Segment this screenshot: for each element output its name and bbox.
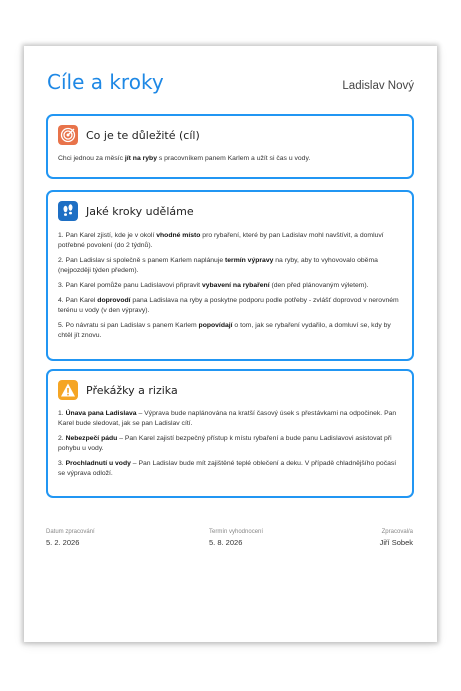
step-item: 2. Pan Ladislav si společně s panem Karlem naplánuje termín výpravy na ryby, aby to vyhovovalo oběma (nejpozději týden předem). (58, 257, 378, 274)
processed-date: 5. 2. 2026 (46, 538, 80, 547)
risks-list (58, 409, 404, 484)
review-date: 5. 8. 2026 (209, 538, 243, 547)
goal-text-part: Chci jednou za měsíc (58, 155, 125, 162)
warning-icon (58, 380, 78, 400)
author-label: Zpracoval/a (381, 529, 413, 535)
risks-card (46, 369, 414, 498)
step-item: 5. Po návratu si pan Ladislav s panem Karlem popovídají o tom, jak se rybaření vydařilo, a domluví se, kdy by chtěl jít znovu. (58, 322, 391, 339)
risks-card-header (58, 380, 178, 400)
goal-text-part: s pracovníkem panem Karlem a užít si čas u vody. (156, 155, 311, 162)
steps-card-header (58, 201, 194, 221)
footer-review (209, 529, 263, 547)
goal-card (46, 114, 414, 179)
steps-card (46, 190, 414, 361)
author-name: Ladislav Nový (342, 80, 414, 92)
goal-card-title: Co je te důležité (cíl) (86, 128, 200, 142)
target-icon (58, 125, 78, 145)
review-label: Termín vyhodnocení (209, 529, 264, 535)
footer-author (380, 529, 413, 547)
author-value: Jiří Sobek (379, 538, 413, 547)
steps-list (58, 231, 404, 346)
footprints-icon (58, 201, 78, 221)
goal-text (58, 154, 404, 164)
risks-card-title: Překážky a rizika (86, 383, 178, 397)
steps-card-title: Jaké kroky uděláme (86, 204, 194, 218)
footer-processed (46, 529, 95, 547)
step-item: 1. Pan Karel zjistí, kde je v okolí vhodné místo pro rybaření, které by pan Ladislav mohl navštívit, a domluví potřebné povolení (do 2 týdnů). (58, 232, 384, 249)
page-title: Cíle a kroky (47, 70, 164, 94)
step-item: 3. Pan Karel pomůže panu Ladislavovi připravit vybavení na rybaření (den před plánovaným výletem). (58, 282, 369, 289)
risk-item: 2. Nebezpečí pádu – Pan Karel zajistí bezpečný přístup k místu rybaření a bude panu Ladislavovi asistovat při pohybu u vody. (58, 435, 392, 452)
step-item: 4. Pan Karel doprovodí pana Ladislava na ryby a poskytne podporu podle potřeby - zvlášť doprovod v nerovném terénu u vody (v den výpravy). (58, 297, 399, 314)
risk-item: 1. Únava pana Ladislava – Výprava bude naplánována na kratší časový úsek s přestávkami na odpočinek. Pan Karel bude sledovat, jak se pan Ladislav cítí. (58, 410, 397, 427)
risk-item: 3. Prochladnutí u vody – Pan Ladislav bude mít zajištěné teplé oblečení a deku. V případě chladnějšího počasí se výprava odloží. (58, 460, 397, 477)
goal-card-header (58, 125, 200, 145)
processed-label: Datum zpracování (46, 529, 95, 535)
document-page (24, 46, 437, 642)
goal-text-bold: jít na ryby (124, 155, 157, 162)
